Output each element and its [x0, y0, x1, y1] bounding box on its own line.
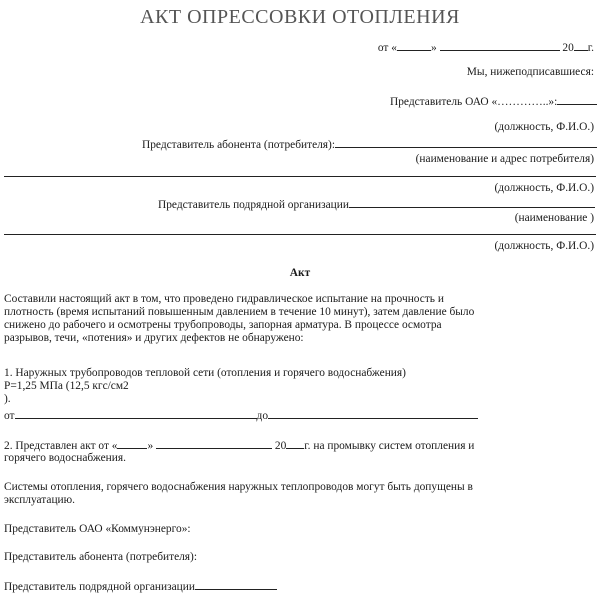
- year-blank: [574, 40, 588, 51]
- signatories-intro: Мы, нижеподписавшиеся:: [466, 66, 594, 78]
- item1-line3: ).: [4, 393, 11, 405]
- rep-contractor-blank: [349, 197, 595, 208]
- from-to-line: от до: [4, 408, 478, 423]
- position-fio-3: (должность, Ф.И.О.): [494, 240, 594, 252]
- position-fio-1: (должность, Ф.И.О.): [494, 121, 594, 133]
- rep-subscriber-line: Представитель абонента (потребителя):: [142, 137, 597, 152]
- item2-year-blank: [286, 438, 304, 449]
- position-fio-2: (должность, Ф.И.О.): [494, 182, 594, 194]
- rep-subscriber-blank: [335, 137, 597, 148]
- from-blank: [15, 408, 257, 419]
- item1-line1: 1. Наружных трубопроводов тепловой сети (отопления и горячего водоснабжения): [4, 367, 406, 379]
- item2-month-blank: [156, 438, 272, 449]
- item2-day-blank: [117, 438, 147, 449]
- name-caption: (наименование ): [514, 212, 594, 224]
- signature-contractor-blank: [195, 579, 277, 590]
- signature-subscriber: Представитель абонента (потребителя):: [4, 551, 198, 563]
- day-blank: [397, 40, 431, 51]
- rep-contractor-line: Представитель подрядной организации: [158, 197, 595, 212]
- body-paragraph: Составили настоящий акт в том, что проведено гидравлическое испытание на прочность и плотность (время испытаний повышенным давлением в течение 10 минут), затем давление было снижено до рабочего и осмотрены трубопроводы, запорная арматура. В процессе осмотра разрывов, течи, «потения» и других дефектов не обнаружено:: [4, 293, 475, 345]
- rep-oao-line: Представитель ОАО «…………..»:: [390, 94, 597, 109]
- to-blank: [268, 408, 478, 419]
- month-blank: [440, 40, 560, 51]
- divider-line-1: [4, 176, 596, 177]
- act-heading: Акт: [289, 267, 311, 279]
- signature-oao: Представитель ОАО «Коммунэнерго»:: [4, 523, 191, 535]
- divider-line-2: [4, 234, 596, 235]
- rep-oao-blank: [557, 94, 597, 105]
- date-line: от « » 20 г.: [377, 42, 594, 54]
- name-address-consumer: (наименование и адрес потребителя): [415, 153, 594, 165]
- item2-line1: 2. Представлен акт от « » 20 г. на промывку систем отопления и: [4, 440, 475, 452]
- item1-line2: Р=1,25 МПа (12,5 кгс/см2: [4, 380, 129, 392]
- document-title: АКТ ОПРЕССОВКИ ОТОПЛЕНИЯ: [140, 6, 460, 28]
- signature-contractor-line: Представитель подрядной организации: [4, 579, 277, 594]
- item2-line2: горячего водоснабжения.: [4, 452, 126, 464]
- conclusion: Системы отопления, горячего водоснабжения наружных теплопроводов могут быть допущены в эксплуатацию.: [4, 481, 473, 507]
